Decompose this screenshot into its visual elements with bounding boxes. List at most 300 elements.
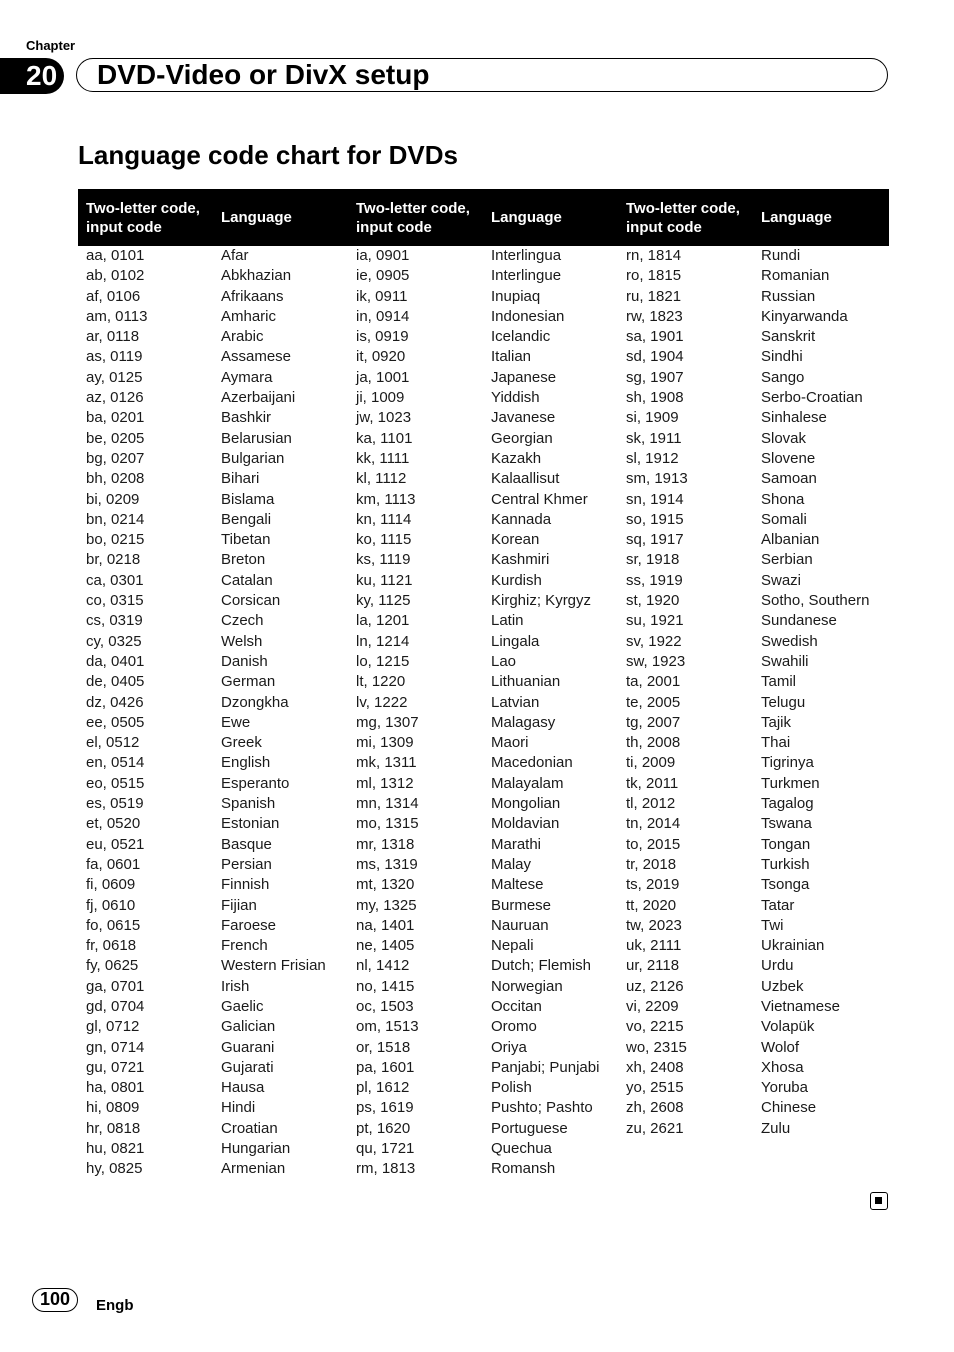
cell-code-1: gd, 0704: [86, 997, 145, 1015]
cell-code-1: de, 0405: [86, 673, 145, 691]
cell-language-1: Esperanto: [221, 774, 290, 792]
cell-code-3: su, 1921: [626, 612, 684, 630]
table-row: [78, 997, 889, 1017]
cell-language-2: Oriya: [491, 1038, 527, 1056]
table-row: [78, 916, 889, 936]
cell-language-3: Slovak: [761, 429, 807, 447]
table-row: [78, 1119, 889, 1139]
cell-code-1: gl, 0712: [86, 1018, 140, 1036]
cell-language-1: English: [221, 754, 271, 772]
table-row: [78, 956, 889, 976]
table-row: [78, 875, 889, 895]
cell-language-3: Slovene: [761, 449, 816, 467]
cell-code-2: nl, 1412: [356, 957, 410, 975]
cell-language-2: Quechua: [491, 1140, 552, 1158]
cell-language-2: Malay: [491, 855, 532, 873]
cell-code-2: ku, 1121: [356, 571, 413, 589]
table-row: [78, 266, 889, 286]
cell-code-3: zu, 2621: [626, 1119, 684, 1137]
cell-language-2: Romansh: [491, 1160, 556, 1178]
chapter-label: Chapter: [26, 38, 76, 53]
table-row: [78, 794, 889, 814]
cell-code-2: mt, 1320: [356, 876, 415, 894]
table-row: [78, 510, 889, 530]
cell-code-3: tr, 2018: [626, 855, 677, 873]
cell-language-1: Welsh: [221, 632, 263, 650]
cell-code-3: sn, 1914: [626, 490, 684, 508]
cell-language-1: Dzongkha: [221, 693, 289, 711]
table-row: [78, 550, 889, 570]
cell-code-3: sk, 1911: [626, 429, 682, 447]
cell-code-2: my, 1325: [356, 896, 417, 914]
cell-code-3: zh, 2608: [626, 1099, 684, 1117]
cell-language-3: Tatar: [761, 896, 795, 914]
section-title: Language code chart for DVDs: [78, 140, 458, 170]
cell-code-1: hr, 0818: [86, 1119, 141, 1137]
table-row: [78, 388, 889, 408]
cell-language-3: Rundi: [761, 247, 801, 264]
table-row: [78, 591, 889, 611]
cell-code-1: da, 0401: [86, 652, 145, 670]
cell-language-2: Oromo: [491, 1018, 537, 1036]
cell-code-3: sq, 1917: [626, 531, 684, 549]
cell-language-1: Finnish: [221, 876, 270, 894]
cell-language-2: Kazakh: [491, 449, 542, 467]
cell-language-3: Samoan: [761, 470, 817, 488]
cell-language-1: Azerbaijani: [221, 389, 296, 407]
table-row: [78, 835, 889, 855]
cell-code-3: xh, 2408: [626, 1058, 684, 1076]
cell-code-2: it, 0920: [356, 348, 406, 366]
cell-code-3: th, 2008: [626, 734, 681, 752]
cell-language-1: Breton: [221, 551, 266, 569]
cell-language-1: Amharic: [221, 307, 277, 325]
cell-code-3: tk, 2011: [626, 774, 679, 792]
cell-language-2: Yiddish: [491, 389, 540, 407]
cell-code-2: ji, 1009: [356, 389, 405, 407]
cell-language-1: Bislama: [221, 490, 275, 508]
cell-code-3: [618, 1139, 753, 1159]
cell-code-3: sh, 1908: [626, 389, 684, 407]
cell-code-1: et, 0520: [86, 815, 141, 833]
table-row: [78, 1078, 889, 1098]
table-row: [78, 774, 889, 794]
cell-code-2: no, 1415: [356, 977, 415, 995]
cell-language-3: Swedish: [761, 632, 818, 650]
cell-code-1: as, 0119: [86, 348, 143, 366]
cell-language-3: [753, 1139, 889, 1159]
cell-code-2: om, 1513: [356, 1018, 419, 1036]
end-of-section-icon: [870, 1192, 888, 1210]
cell-language-2: Lao: [491, 652, 517, 670]
cell-language-1: Armenian: [221, 1160, 286, 1178]
cell-code-1: eo, 0515: [86, 774, 145, 792]
cell-code-2: pa, 1601: [356, 1058, 415, 1076]
table-row: [78, 733, 889, 753]
cell-language-1: Ewe: [221, 713, 251, 731]
cell-language-2: Norwegian: [491, 977, 563, 995]
cell-language-2: Italian: [491, 348, 532, 366]
cell-code-1: bo, 0215: [86, 531, 145, 549]
cell-code-1: fi, 0609: [86, 876, 136, 894]
cell-language-3: Romanian: [761, 267, 830, 285]
cell-code-1: aa, 0101: [86, 247, 145, 264]
table-row: [78, 814, 889, 834]
cell-code-3: ta, 2001: [626, 673, 681, 691]
language-code-table: [78, 189, 889, 1180]
cell-code-2: mg, 1307: [356, 713, 419, 731]
cell-code-1: cs, 0319: [86, 612, 143, 630]
cell-code-3: ro, 1815: [626, 267, 682, 285]
cell-language-1: Gujarati: [221, 1058, 274, 1076]
cell-code-3: to, 2015: [626, 835, 681, 853]
table-row: [78, 753, 889, 773]
table-row: [78, 327, 889, 347]
chapter-number-tab: 20: [0, 58, 64, 94]
cell-language-2: Panjabi; Punjabi: [491, 1058, 600, 1076]
cell-code-2: ms, 1319: [356, 855, 418, 873]
cell-code-2: km, 1113: [356, 490, 416, 508]
cell-code-3: ti, 2009: [626, 754, 676, 772]
cell-language-3: Twi: [761, 916, 784, 934]
cell-language-3: Xhosa: [761, 1058, 804, 1076]
cell-code-1: gn, 0714: [86, 1038, 145, 1056]
language-code-label: Engb: [96, 1297, 134, 1314]
table-row: [78, 713, 889, 733]
table-row: [78, 347, 889, 367]
cell-language-1: French: [221, 937, 268, 955]
cell-code-3: sd, 1904: [626, 348, 684, 366]
cell-code-3: sm, 1913: [626, 470, 688, 488]
cell-language-1: Gaelic: [221, 997, 264, 1015]
table-row: [78, 469, 889, 489]
cell-language-3: Tongan: [761, 835, 811, 853]
cell-language-1: Czech: [221, 612, 264, 630]
cell-language-2: Pushto; Pashto: [491, 1099, 593, 1117]
cell-code-3: tl, 2012: [626, 795, 676, 813]
cell-language-2: Nepali: [491, 937, 534, 955]
cell-code-3: tg, 2007: [626, 713, 681, 731]
cell-language-1: Afrikaans: [221, 287, 284, 305]
cell-language-1: Irish: [221, 977, 250, 995]
cell-language-3: Albanian: [761, 531, 820, 549]
cell-code-2: lv, 1222: [356, 693, 408, 711]
cell-language-2: Mongolian: [491, 795, 561, 813]
table-row: [78, 1058, 889, 1078]
cell-code-2: kn, 1114: [356, 510, 412, 528]
cell-code-1: hy, 0825: [86, 1160, 143, 1178]
cell-language-3: Somali: [761, 510, 807, 528]
cell-code-1: ca, 0301: [86, 571, 144, 589]
cell-code-2: pt, 1620: [356, 1119, 411, 1137]
table-row: [78, 1017, 889, 1037]
cell-code-1: ga, 0701: [86, 977, 145, 995]
cell-code-3: ts, 2019: [626, 876, 680, 894]
header-language-1: Language: [213, 189, 348, 246]
cell-language-3: Serbian: [761, 551, 813, 569]
cell-language-1: Basque: [221, 835, 272, 853]
cell-language-2: Indonesian: [491, 307, 565, 325]
cell-code-3: so, 1915: [626, 510, 684, 528]
table-row: [78, 611, 889, 631]
cell-code-1: hu, 0821: [86, 1140, 145, 1158]
header-code-2: Two-letter code, input code: [348, 189, 483, 246]
cell-language-1: Catalan: [221, 571, 273, 589]
cell-code-1: es, 0519: [86, 795, 144, 813]
cell-code-1: gu, 0721: [86, 1058, 145, 1076]
cell-language-3: Turkish: [761, 855, 810, 873]
cell-language-2: Portuguese: [491, 1119, 568, 1137]
cell-code-3: yo, 2515: [626, 1079, 684, 1097]
header-language-3: Language: [753, 189, 889, 246]
cell-code-3: st, 1920: [626, 592, 680, 610]
cell-language-2: Nauruan: [491, 916, 549, 934]
cell-code-2: ik, 0911: [356, 287, 408, 305]
cell-language-3: Yoruba: [761, 1079, 808, 1097]
cell-code-1: br, 0218: [86, 551, 141, 569]
cell-language-2: Polish: [491, 1079, 532, 1097]
cell-code-3: sr, 1918: [626, 551, 680, 569]
cell-language-2: Javanese: [491, 409, 556, 427]
table-header-row: [78, 189, 889, 246]
cell-language-1: Faroese: [221, 916, 277, 934]
cell-code-2: in, 0914: [356, 307, 410, 325]
cell-language-2: Burmese: [491, 896, 552, 914]
cell-code-1: az, 0126: [86, 389, 144, 407]
cell-language-3: Uzbek: [761, 977, 804, 995]
cell-language-3: Sotho, Southern: [761, 592, 870, 610]
cell-code-1: bh, 0208: [86, 470, 145, 488]
cell-code-2: ja, 1001: [356, 368, 410, 386]
cell-code-1: hi, 0809: [86, 1099, 140, 1117]
cell-code-2: kl, 1112: [356, 470, 407, 488]
cell-code-3: rw, 1823: [626, 307, 683, 325]
cell-language-3: Tigrinya: [761, 754, 814, 772]
cell-language-3: Turkmen: [761, 774, 820, 792]
cell-language-3: [753, 1159, 889, 1179]
cell-code-3: tw, 2023: [626, 916, 682, 934]
cell-code-2: na, 1401: [356, 916, 415, 934]
cell-language-3: Serbo-Croatian: [761, 389, 863, 407]
cell-language-2: Inupiaq: [491, 287, 541, 305]
table-row: [78, 429, 889, 449]
table-row: [78, 287, 889, 307]
cell-code-1: bn, 0214: [86, 510, 145, 528]
cell-language-1: German: [221, 673, 276, 691]
table-row: [78, 693, 889, 713]
cell-language-2: Macedonian: [491, 754, 573, 772]
cell-language-2: Maori: [491, 734, 529, 752]
cell-language-3: Wolof: [761, 1038, 800, 1056]
cell-language-2: Icelandic: [491, 328, 551, 346]
cell-language-3: Sundanese: [761, 612, 837, 630]
cell-language-2: Central Khmer: [491, 490, 588, 508]
cell-code-2: kk, 1111: [356, 449, 410, 467]
cell-code-1: fj, 0610: [86, 896, 136, 914]
cell-code-3: tt, 2020: [626, 896, 677, 914]
cell-language-3: Telugu: [761, 693, 806, 711]
cell-code-2: qu, 1721: [356, 1140, 415, 1158]
cell-code-2: mn, 1314: [356, 795, 419, 813]
language-code-table-container: [78, 189, 889, 1180]
cell-language-3: Zulu: [761, 1119, 791, 1137]
cell-code-3: sl, 1912: [626, 449, 679, 467]
cell-code-3: ru, 1821: [626, 287, 682, 305]
cell-language-2: Maltese: [491, 876, 544, 894]
cell-code-3: vi, 2209: [626, 997, 679, 1015]
table-row: [78, 977, 889, 997]
cell-language-3: Shona: [761, 490, 805, 508]
cell-code-1: fr, 0618: [86, 937, 137, 955]
cell-code-3: rn, 1814: [626, 247, 682, 264]
cell-language-1: Greek: [221, 734, 262, 752]
table-row: [78, 246, 889, 266]
cell-language-3: Sindhi: [761, 348, 803, 366]
cell-language-2: Kalaallisut: [491, 470, 560, 488]
table-row: [78, 896, 889, 916]
cell-code-1: ha, 0801: [86, 1079, 145, 1097]
cell-code-1: dz, 0426: [86, 693, 144, 711]
cell-code-2: ps, 1619: [356, 1099, 414, 1117]
cell-language-3: Swazi: [761, 571, 802, 589]
cell-code-3: [618, 1159, 753, 1179]
cell-code-2: lo, 1215: [356, 652, 410, 670]
table-row: [78, 632, 889, 652]
cell-language-2: Malagasy: [491, 713, 556, 731]
cell-language-2: Korean: [491, 531, 540, 549]
cell-language-1: Abkhazian: [221, 267, 292, 285]
cell-language-2: Latvian: [491, 693, 540, 711]
cell-language-1: Assamese: [221, 348, 292, 366]
cell-language-2: Latin: [491, 612, 524, 630]
cell-code-1: ee, 0505: [86, 713, 145, 731]
cell-language-3: Swahili: [761, 652, 809, 670]
cell-code-1: co, 0315: [86, 592, 144, 610]
cell-language-1: Tibetan: [221, 531, 271, 549]
cell-language-1: Belarusian: [221, 429, 292, 447]
cell-code-2: ia, 0901: [356, 247, 410, 264]
cell-language-1: Persian: [221, 855, 272, 873]
cell-code-3: ur, 2118: [626, 957, 680, 975]
cell-language-3: Urdu: [761, 957, 794, 975]
cell-language-3: Tajik: [761, 713, 792, 731]
table-row: [78, 408, 889, 428]
cell-code-1: el, 0512: [86, 734, 140, 752]
page-number: 100: [32, 1288, 78, 1312]
table-row: [78, 1098, 889, 1118]
cell-language-3: Thai: [761, 734, 791, 752]
cell-code-2: mr, 1318: [356, 835, 415, 853]
table-row: [78, 652, 889, 672]
cell-language-2: Malayalam: [491, 774, 564, 792]
cell-language-3: Tamil: [761, 673, 797, 691]
cell-language-1: Bengali: [221, 510, 272, 528]
cell-code-1: af, 0106: [86, 287, 141, 305]
cell-language-2: Kannada: [491, 510, 552, 528]
cell-code-1: bg, 0207: [86, 449, 145, 467]
cell-language-2: Lithuanian: [491, 673, 561, 691]
cell-language-1: Western Frisian: [221, 957, 326, 975]
cell-code-3: vo, 2215: [626, 1018, 684, 1036]
cell-code-2: oc, 1503: [356, 997, 414, 1015]
cell-code-3: ss, 1919: [626, 571, 683, 589]
cell-code-2: ko, 1115: [356, 531, 412, 549]
cell-code-1: fo, 0615: [86, 916, 141, 934]
table-row: [78, 1159, 889, 1179]
cell-code-2: ml, 1312: [356, 774, 414, 792]
cell-language-2: Kashmiri: [491, 551, 550, 569]
chapter-title: DVD-Video or DivX setup: [97, 59, 430, 90]
cell-language-3: Kinyarwanda: [761, 307, 848, 325]
cell-language-2: Kurdish: [491, 571, 542, 589]
chapter-title-box: [76, 58, 888, 92]
cell-language-1: Galician: [221, 1018, 276, 1036]
cell-language-1: Fijian: [221, 896, 257, 914]
cell-language-1: Hausa: [221, 1079, 265, 1097]
table-row: [78, 530, 889, 550]
cell-language-1: Hungarian: [221, 1140, 291, 1158]
cell-code-2: la, 1201: [356, 612, 410, 630]
cell-code-3: wo, 2315: [626, 1038, 687, 1056]
cell-language-1: Aymara: [221, 368, 273, 386]
cell-language-1: Croatian: [221, 1119, 278, 1137]
cell-language-1: Afar: [221, 247, 249, 264]
cell-language-2: Lingala: [491, 632, 540, 650]
cell-language-2: Interlingue: [491, 267, 562, 285]
cell-code-1: fy, 0625: [86, 957, 139, 975]
cell-language-1: Corsican: [221, 592, 281, 610]
cell-language-1: Estonian: [221, 815, 280, 833]
cell-language-2: Georgian: [491, 429, 553, 447]
cell-language-3: Sango: [761, 368, 805, 386]
cell-language-3: Tagalog: [761, 795, 814, 813]
cell-language-2: Occitan: [491, 997, 542, 1015]
cell-code-3: uz, 2126: [626, 977, 684, 995]
cell-code-2: mi, 1309: [356, 734, 414, 752]
cell-language-3: Tsonga: [761, 876, 810, 894]
cell-language-3: Ukrainian: [761, 937, 825, 955]
cell-language-3: Volapük: [761, 1018, 815, 1036]
table-row: [78, 368, 889, 388]
cell-code-2: lt, 1220: [356, 673, 406, 691]
cell-code-1: ab, 0102: [86, 267, 145, 285]
cell-code-2: pl, 1612: [356, 1079, 410, 1097]
cell-language-1: Bihari: [221, 470, 260, 488]
cell-code-3: tn, 2014: [626, 815, 681, 833]
cell-code-1: cy, 0325: [86, 632, 142, 650]
cell-code-2: ne, 1405: [356, 937, 415, 955]
cell-code-2: ky, 1125: [356, 592, 411, 610]
cell-language-3: Sanskrit: [761, 328, 816, 346]
cell-code-3: sw, 1923: [626, 652, 686, 670]
cell-language-2: Moldavian: [491, 815, 560, 833]
cell-language-2: Marathi: [491, 835, 542, 853]
cell-code-1: ba, 0201: [86, 409, 145, 427]
cell-language-1: Bashkir: [221, 409, 272, 427]
table-row: [78, 1038, 889, 1058]
table-row: [78, 855, 889, 875]
table-row: [78, 936, 889, 956]
cell-code-1: be, 0205: [86, 429, 145, 447]
table-row: [78, 672, 889, 692]
cell-code-1: bi, 0209: [86, 490, 140, 508]
cell-code-2: ka, 1101: [356, 429, 413, 447]
cell-language-2: Dutch; Flemish: [491, 957, 592, 975]
cell-language-1: Danish: [221, 652, 268, 670]
header-code-1: Two-letter code, input code: [78, 189, 213, 246]
table-row: [78, 1139, 889, 1159]
cell-language-2: Kirghiz; Kyrgyz: [491, 592, 592, 610]
